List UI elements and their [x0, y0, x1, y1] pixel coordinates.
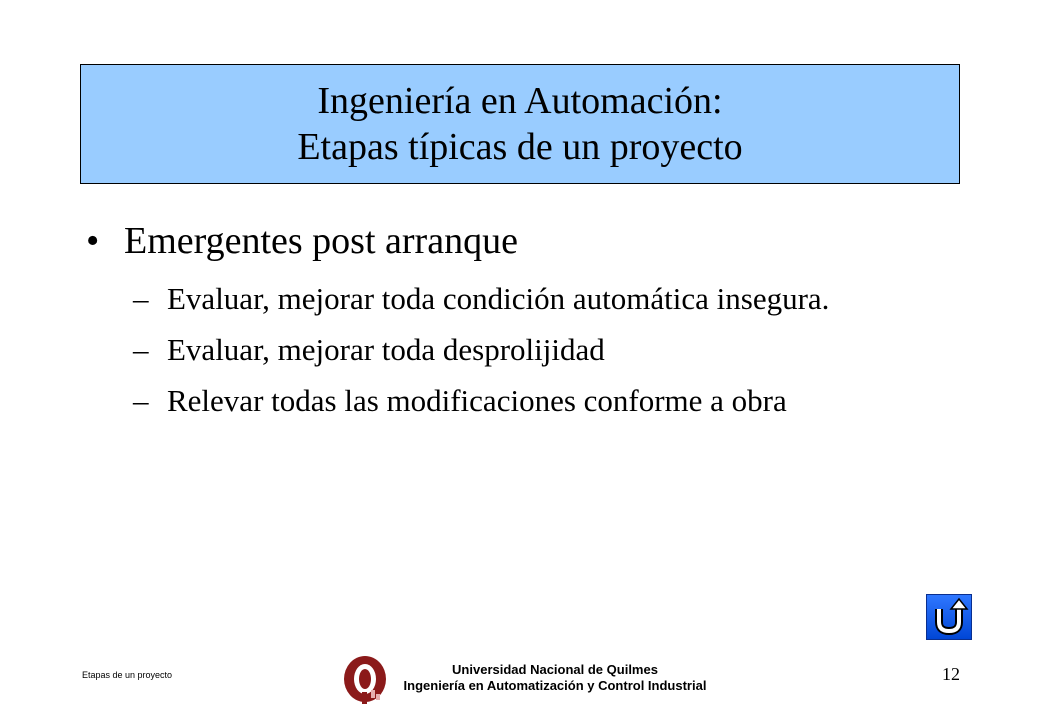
department-name: Ingeniería en Automatización y Control Industrial: [403, 678, 707, 693]
main-bullet: [86, 218, 518, 264]
return-nav-button[interactable]: [926, 594, 972, 640]
sub-bullet-list: [133, 280, 953, 433]
sub-bullet-text: Evaluar, mejorar toda condición automática insegura.: [167, 281, 830, 316]
slide-title-line-1: Ingeniería en Automación:: [317, 80, 723, 122]
slide-title-line-2: Etapas típicas de un proyecto: [297, 126, 743, 168]
dash-symbol: –: [133, 281, 149, 316]
bullet-symbol: •: [86, 220, 100, 262]
sub-bullet-item: [133, 280, 953, 318]
dash-symbol: –: [133, 332, 149, 367]
sub-bullet-text: Evaluar, mejorar toda desprolijidad: [167, 332, 605, 367]
sub-bullet-item: [133, 382, 953, 420]
sub-bullet-item: [133, 331, 953, 369]
dash-symbol: –: [133, 383, 149, 418]
main-bullet-text: Emergentes post arranque: [124, 220, 518, 262]
university-name: Universidad Nacional de Quilmes: [452, 662, 658, 677]
sub-bullet-text: Relevar todas las modificaciones conforme a obra: [167, 383, 787, 418]
footer-institution: [380, 662, 730, 694]
u-turn-arrow-icon: [927, 595, 971, 639]
slide-title-box: [80, 64, 960, 184]
page-number: 12: [942, 664, 960, 684]
footer-section-label: Etapas de un proyecto: [82, 670, 173, 680]
